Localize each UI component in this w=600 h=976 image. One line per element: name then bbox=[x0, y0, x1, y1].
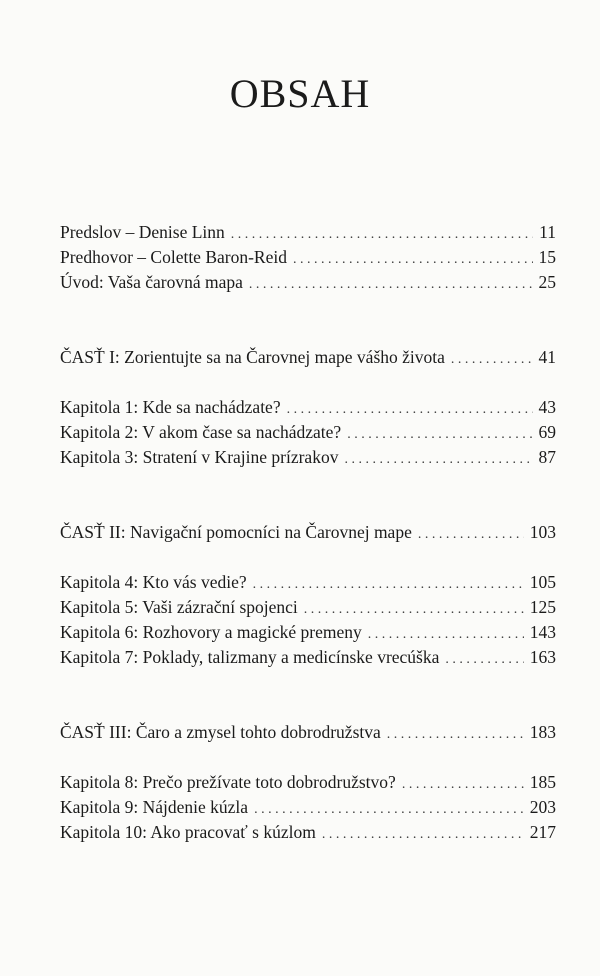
toc-entry-label: Kapitola 7: Poklady, talizmany a medicínske vrecúška bbox=[60, 647, 440, 667]
dot-leader bbox=[445, 652, 523, 668]
dot-leader bbox=[402, 777, 524, 793]
dot-leader bbox=[254, 802, 524, 818]
dot-leader bbox=[322, 827, 524, 843]
toc-entry-page: 25 bbox=[538, 272, 556, 292]
toc-entry-uvod[interactable] bbox=[60, 272, 556, 296]
toc-entry-chapter-8[interactable] bbox=[60, 772, 556, 796]
toc-entry-label: Kapitola 6: Rozhovory a magické premeny bbox=[60, 622, 362, 642]
toc-entry-chapter-1[interactable] bbox=[60, 397, 556, 421]
dot-leader bbox=[304, 602, 524, 618]
toc-entry-label: ČASŤ II: Navigační pomocníci na Čarovnej mape bbox=[60, 522, 412, 542]
toc-entry-page: 203 bbox=[529, 797, 556, 817]
toc-entry-chapter-3[interactable] bbox=[60, 447, 556, 471]
toc-entry-label: Kapitola 4: Kto vás vedie? bbox=[60, 572, 247, 592]
dot-leader bbox=[249, 277, 533, 293]
toc-entry-page: 41 bbox=[538, 347, 556, 367]
toc-entry-label: Kapitola 5: Vaši zázrační spojenci bbox=[60, 597, 298, 617]
toc-entry-page: 163 bbox=[529, 647, 556, 667]
toc-entry-page: 125 bbox=[529, 597, 556, 617]
toc-entry-label: Kapitola 2: V akom čase sa nachádzate? bbox=[60, 422, 342, 442]
toc-entry-chapter-5[interactable] bbox=[60, 597, 556, 621]
dot-leader bbox=[451, 352, 533, 368]
toc-entry-predhovor[interactable] bbox=[60, 247, 556, 271]
toc-entry-chapter-9[interactable] bbox=[60, 797, 556, 821]
toc-entry-label: Kapitola 1: Kde sa nachádzate? bbox=[60, 397, 281, 417]
toc-entry-page: 87 bbox=[538, 447, 556, 467]
dot-leader bbox=[231, 227, 533, 243]
dot-leader bbox=[368, 627, 524, 643]
toc-entry-chapter-10[interactable] bbox=[60, 822, 556, 846]
toc-entry-chapter-2[interactable] bbox=[60, 422, 556, 446]
toc-entry-page: 217 bbox=[529, 822, 556, 842]
toc-entry-page: 185 bbox=[529, 772, 556, 792]
toc-entry-label: ČASŤ I: Zorientujte sa na Čarovnej mape vášho života bbox=[60, 347, 445, 367]
toc-entry-predslov[interactable] bbox=[60, 222, 556, 246]
toc-entry-chapter-6[interactable] bbox=[60, 622, 556, 646]
toc-entry-chapter-4[interactable] bbox=[60, 572, 556, 596]
toc-entry-chapter-7[interactable] bbox=[60, 647, 556, 671]
toc-entry-page: 183 bbox=[529, 722, 556, 742]
toc-entry-page: 103 bbox=[529, 522, 556, 542]
toc-entry-page: 69 bbox=[538, 422, 556, 442]
toc-entry-label: Predhovor – Colette Baron-Reid bbox=[60, 247, 287, 267]
toc-entry-label: ČASŤ III: Čaro a zmysel tohto dobrodružstva bbox=[60, 722, 381, 742]
page-title: OBSAH bbox=[229, 71, 371, 116]
dot-leader bbox=[387, 727, 524, 743]
toc-entry-page: 105 bbox=[529, 572, 556, 592]
toc-entry-label: Úvod: Vaša čarovná mapa bbox=[60, 272, 243, 292]
toc-entry-label: Kapitola 8: Prečo prežívate toto dobrodružstvo? bbox=[60, 772, 396, 792]
toc-entry-page: 15 bbox=[538, 247, 556, 267]
dot-leader bbox=[347, 427, 532, 443]
toc-entry-page: 43 bbox=[538, 397, 556, 417]
dot-leader bbox=[293, 252, 533, 268]
toc-entry-page: 143 bbox=[529, 622, 556, 642]
toc-entry-label: Kapitola 3: Stratení v Krajine prízrakov bbox=[60, 447, 339, 467]
dot-leader bbox=[344, 452, 532, 468]
dot-leader bbox=[287, 402, 533, 418]
toc-entry-label: Predslov – Denise Linn bbox=[60, 222, 225, 242]
toc-entry-label: Kapitola 9: Nájdenie kúzla bbox=[60, 797, 249, 817]
dot-leader bbox=[253, 577, 524, 593]
toc-entry-part-2[interactable] bbox=[60, 522, 556, 546]
toc-entry-page: 11 bbox=[539, 222, 556, 242]
toc-entry-part-3[interactable] bbox=[60, 722, 556, 746]
dot-leader bbox=[418, 527, 524, 543]
toc-entry-part-1[interactable] bbox=[60, 347, 556, 371]
toc-entry-label: Kapitola 10: Ako pracovať s kúzlom bbox=[60, 822, 316, 842]
